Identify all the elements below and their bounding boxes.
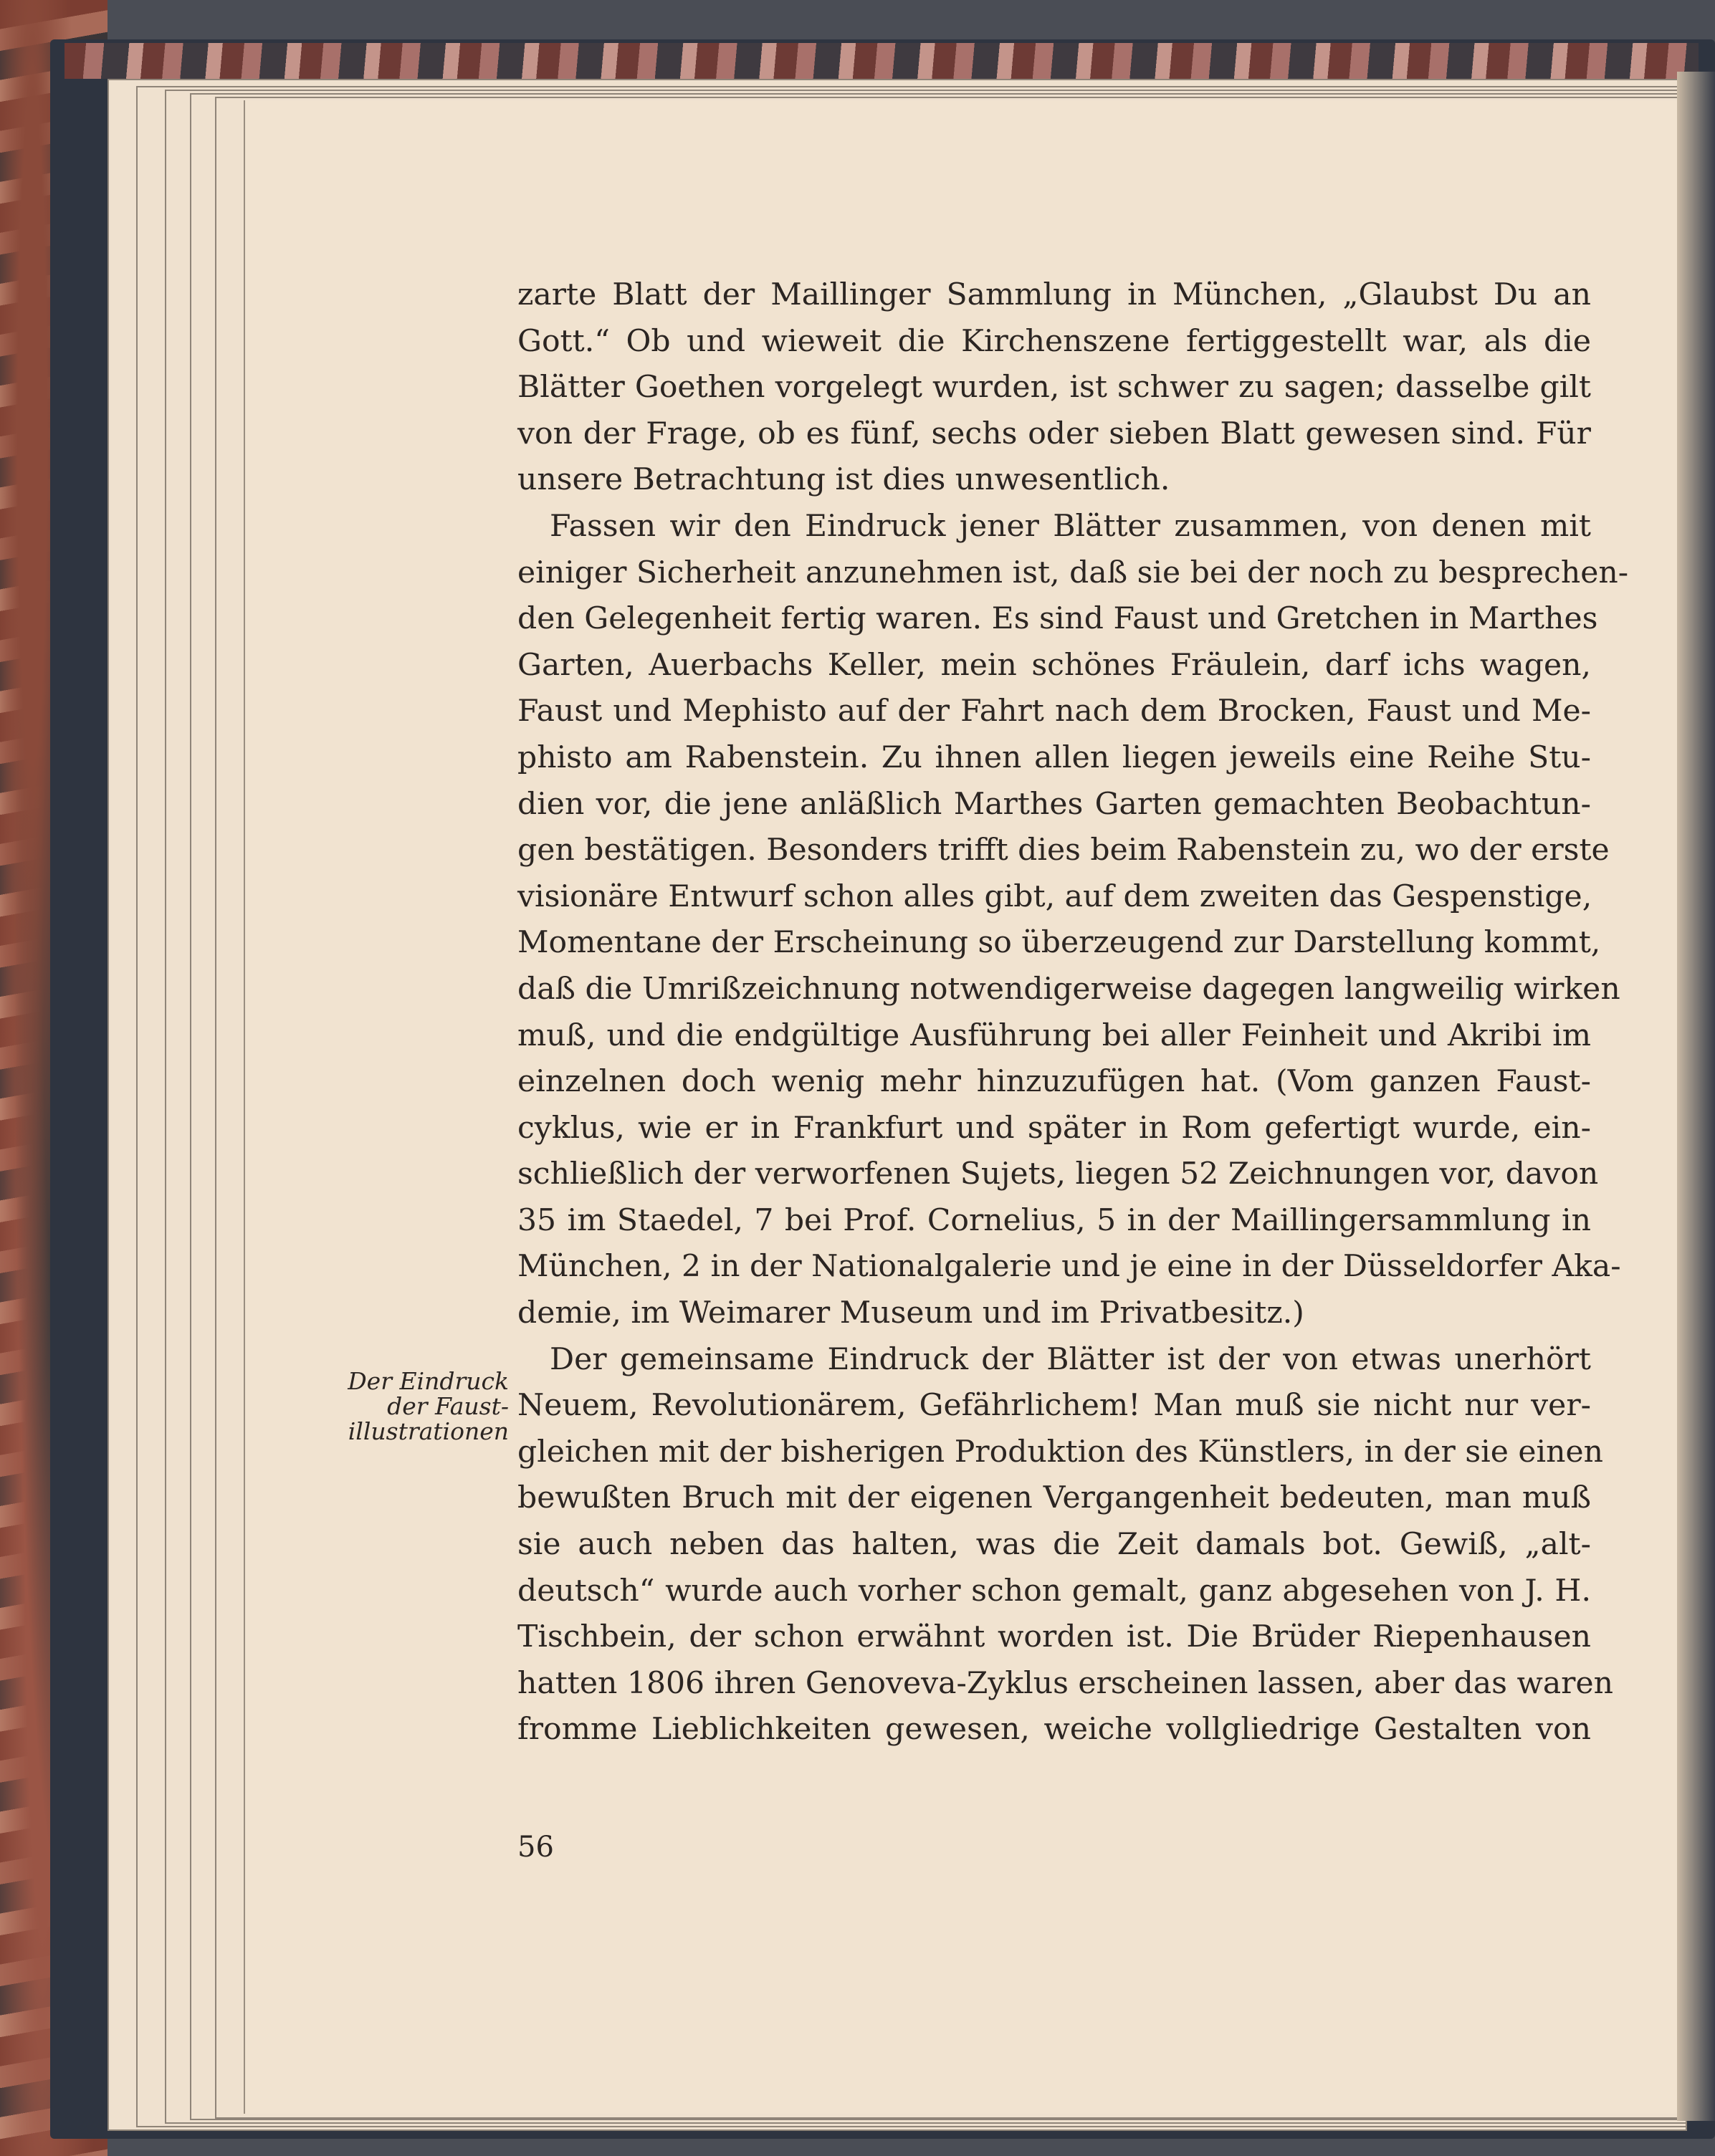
text-line: Momentane der Erscheinung so überzeugend zur Darstellung kommt, xyxy=(517,925,1601,961)
page-gutter-shadow xyxy=(1677,72,1715,2121)
text-line: daß die Umrißzeichnung notwendigerweise dagegen langweilig wirken xyxy=(517,971,1620,1007)
margin-note-line: der Faust- xyxy=(387,1392,509,1420)
text-line: sie auch neben das halten, was die Zeit damals bot. Gewiß, „alt- xyxy=(517,1527,1591,1563)
text-line: gen bestätigen. Besonders trifft dies beim Rabenstein zu, wo der erste xyxy=(517,833,1610,868)
text-line: bewußten Bruch mit der eigenen Vergangenheit bedeuten, man muß xyxy=(517,1480,1591,1516)
text-line: fromme Lieblichkeiten gewesen, weiche vollgliedrige Gestalten von xyxy=(517,1712,1591,1748)
text-line: unsere Betrachtung ist dies unwesentlich. xyxy=(517,462,1170,498)
body-text xyxy=(517,272,1629,1753)
text-line: Neuem, Revolutionärem, Gefährlichem! Man muß sie nicht nur ver- xyxy=(517,1388,1591,1424)
text-line: den Gelegenheit fertig waren. Es sind Faust und Gretchen in Marthes xyxy=(517,601,1598,637)
text-line: Fassen wir den Eindruck jener Blätter zusammen, von denen mit xyxy=(550,508,1591,544)
text-line: Der gemeinsame Eindruck der Blätter ist der von etwas unerhört xyxy=(550,1341,1591,1377)
text-line: zarte Blatt der Maillinger Sammlung in München, „Glaubst Du an xyxy=(517,277,1591,312)
text-line: Garten, Auerbachs Keller, mein schönes Fräulein, darf ichs wagen, xyxy=(517,647,1591,683)
text-line: Faust und Mephisto auf der Fahrt nach dem Brocken, Faust und Me- xyxy=(517,694,1591,729)
margin-note-line: illustrationen xyxy=(348,1417,509,1445)
text-line: schließlich der verworfenen Sujets, liegen 52 Zeichnungen vor, davon xyxy=(517,1156,1599,1192)
text-line: deutsch“ wurde auch vorher schon gemalt, ganz abgesehen von J. H. xyxy=(517,1573,1591,1609)
text-line: gleichen mit der bisherigen Produktion des Künstlers, in der sie einen xyxy=(517,1434,1604,1470)
text-line: einzelnen doch wenig mehr hinzuzufügen hat. (Vom ganzen Faust- xyxy=(517,1064,1591,1100)
text-line: 35 im Staedel, 7 bei Prof. Cornelius, 5 in der Maillingersammlung in xyxy=(517,1202,1591,1238)
text-line: visionäre Entwurf schon alles gibt, auf dem zweiten das Gespenstige, xyxy=(517,878,1592,914)
text-line: Gott.“ Ob und wieweit die Kirchenszene fertiggestellt war, als die xyxy=(517,323,1591,359)
margin-note xyxy=(315,1369,509,1444)
text-line: cyklus, wie er in Frankfurt und später in Rom gefertigt wurde, ein- xyxy=(517,1110,1591,1146)
page-number: 56 xyxy=(517,1831,554,1864)
text-line: dien vor, die jene anläßlich Marthes Garten gemachten Beobachtun- xyxy=(517,786,1591,822)
text-line: Blätter Goethen vorgelegt wurden, ist schwer zu sagen; dasselbe gilt xyxy=(517,370,1591,406)
text-line: von der Frage, ob es fünf, sechs oder sieben Blatt gewesen sind. Für xyxy=(517,416,1591,451)
text-line: München, 2 in der Nationalgalerie und je eine in der Düsseldorfer Aka- xyxy=(517,1249,1621,1285)
text-line: demie, im Weimarer Museum und im Privatbesitz.) xyxy=(517,1295,1304,1331)
text-line: einiger Sicherheit anzunehmen ist, daß sie bei der noch zu besprechen- xyxy=(517,555,1629,590)
text-line: Tischbein, der schon erwähnt worden ist. Die Brüder Riepenhausen xyxy=(517,1619,1591,1655)
text-line: phisto am Rabenstein. Zu ihnen allen liegen jeweils eine Reihe Stu- xyxy=(517,739,1591,775)
text-line: muß, und die endgültige Ausführung bei aller Feinheit und Akribi im xyxy=(517,1017,1591,1053)
marbled-top-edge xyxy=(65,43,1699,79)
margin-note-line: Der Eindruck xyxy=(348,1367,509,1395)
text-line: hatten 1806 ihren Genoveva-Zyklus erscheinen lassen, aber das waren xyxy=(517,1665,1614,1701)
